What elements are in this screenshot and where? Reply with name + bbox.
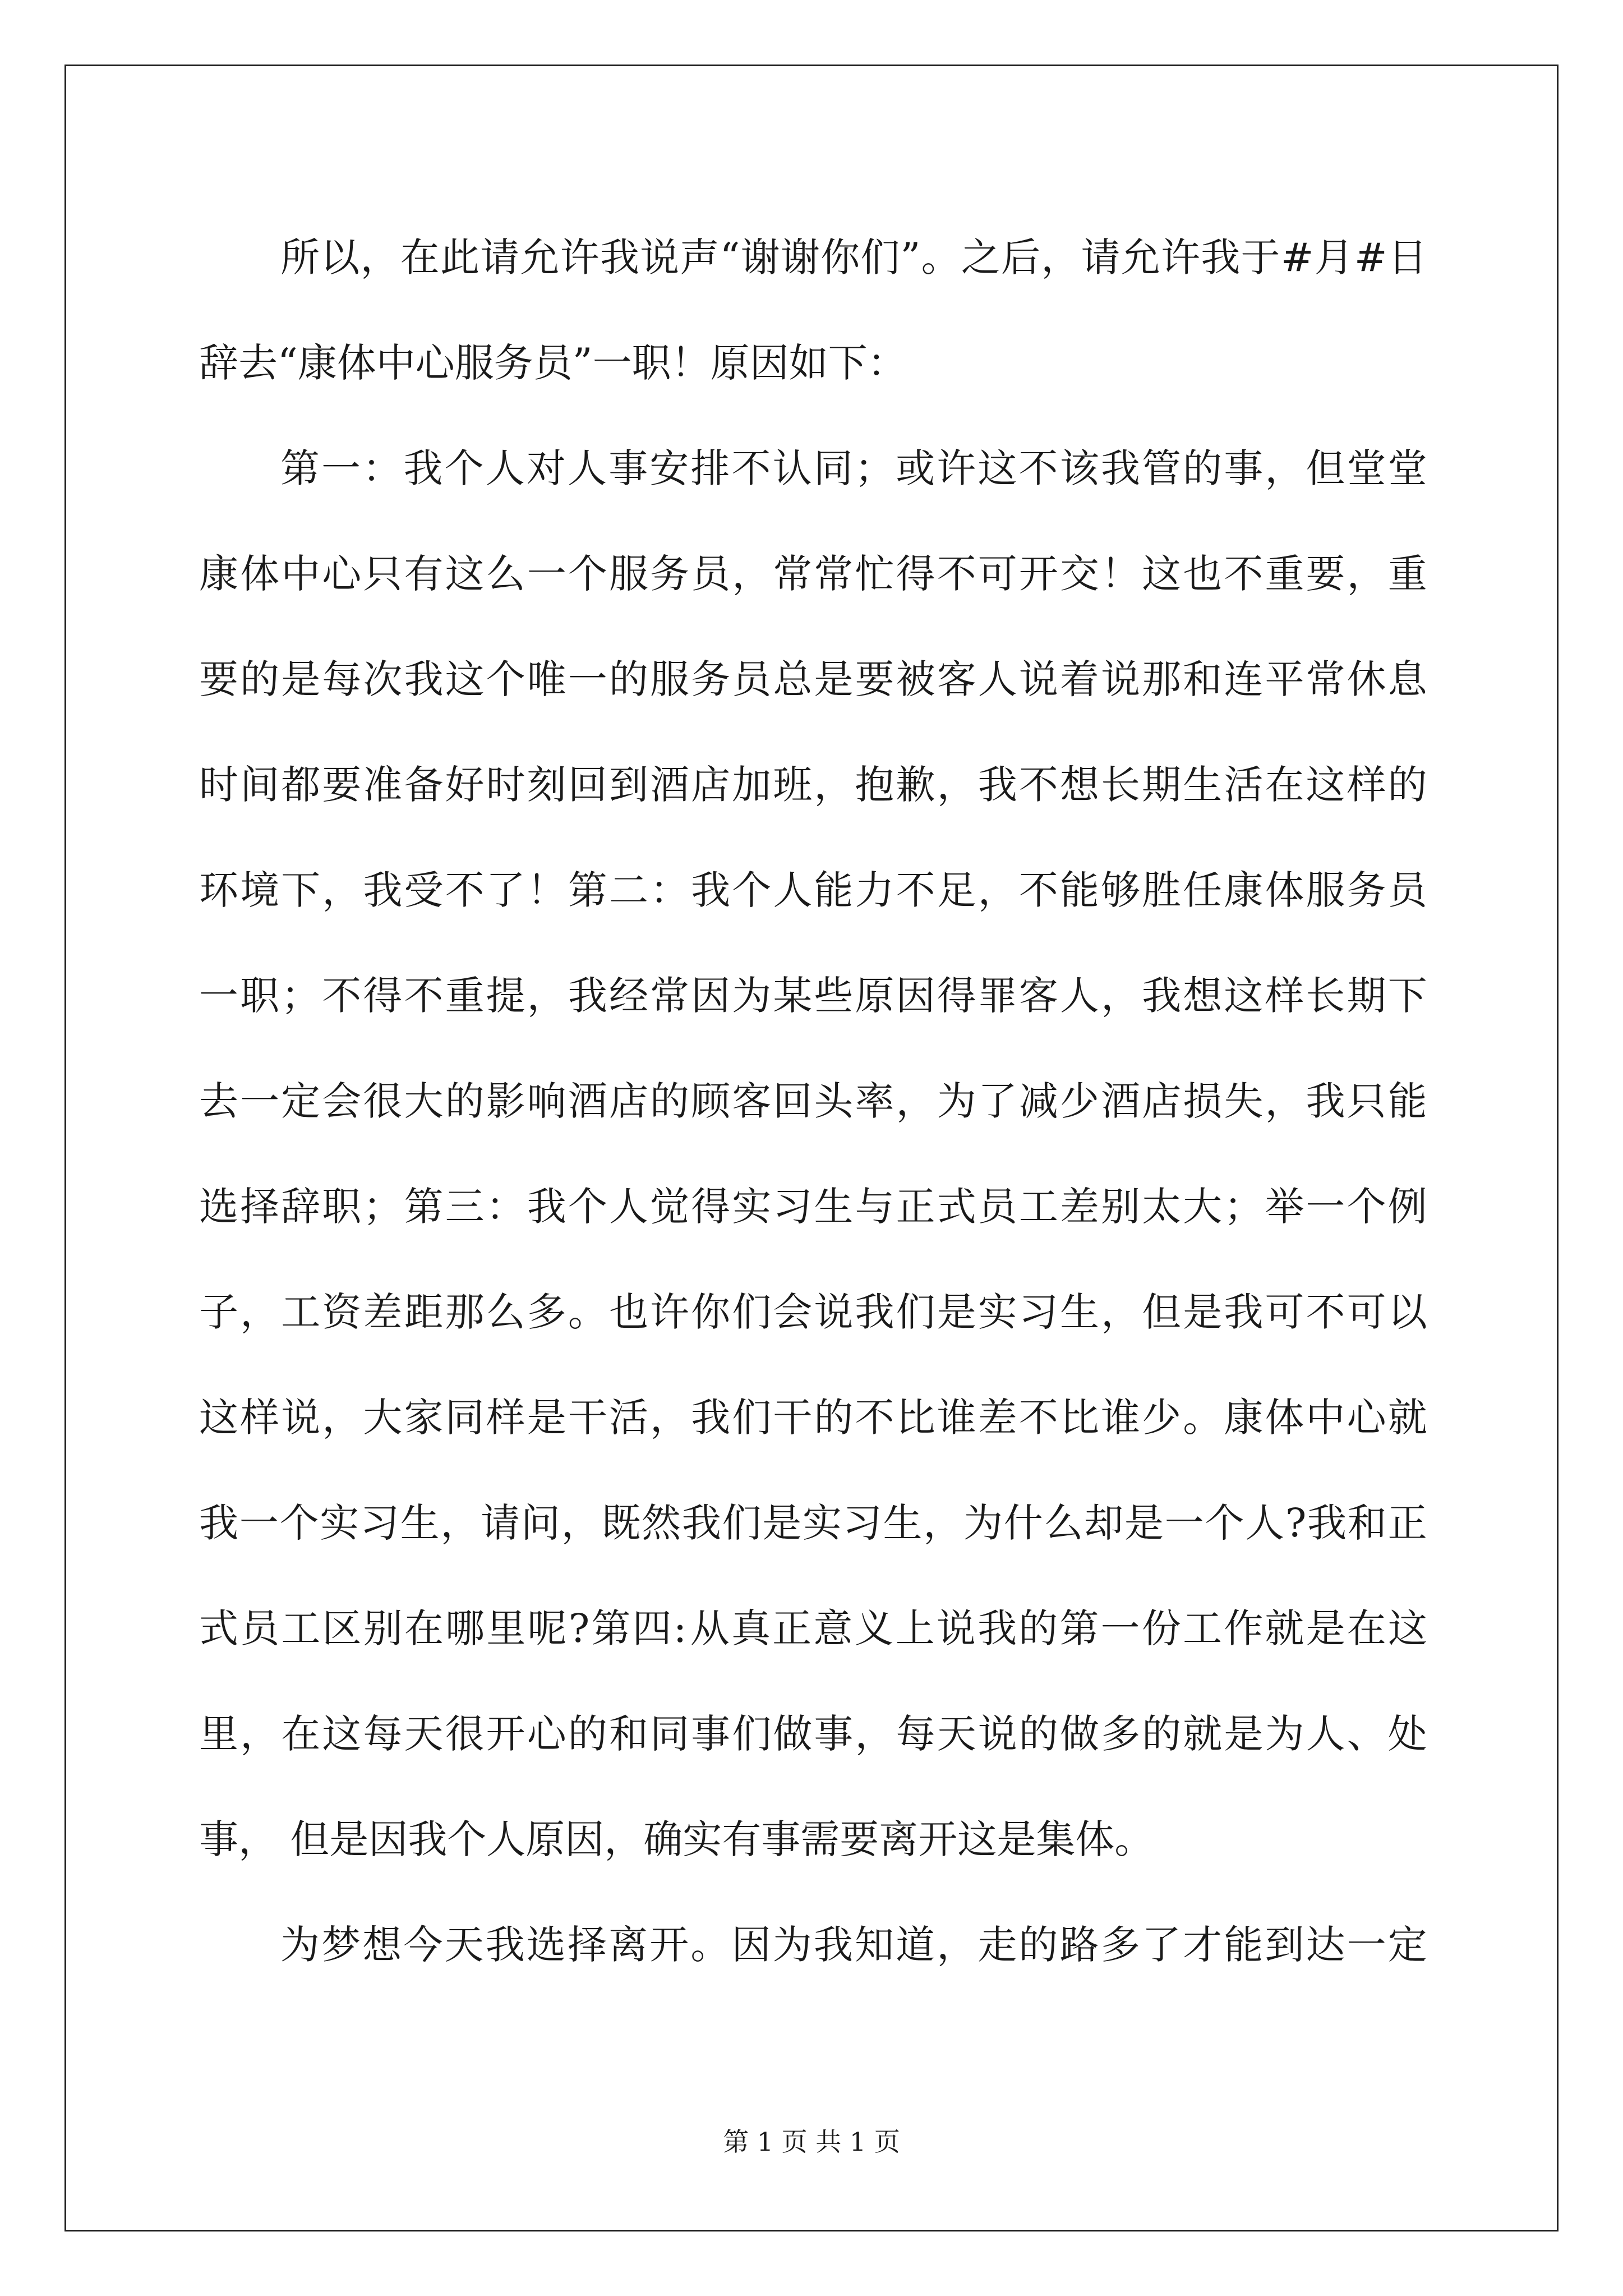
text-line: 一 职 ； 不 得 不 重 提 ， 我 经 常 因 为 某 些 原 因 得 罪 客 人 ， 我 想 这 样 长 期 下 — [199, 973, 1427, 1019]
text-line: 子 ， 工 资 差 距 那 么 多 。 也 许 你 们 会 说 我 们 是 实 习 生 ， 但 是 我 可 不 可 以 — [199, 1289, 1427, 1335]
page-footer: 第 1 页 共 1 页 — [723, 2127, 900, 2157]
text-line: 时 间 都 要 准 备 好 时 刻 回 到 酒 店 加 班 ， 抱 歉 ， 我 不 想 长 期 生 活 在 这 样 的 — [199, 762, 1427, 808]
text-line: 辞去“康体中心服务员”一职！原因如下： — [199, 340, 907, 386]
text-line: 康 体 中 心 只 有 这 么 一 个 服 务 员 ， 常 常 忙 得 不 可 开 交 ！ 这 也 不 重 要 ， 重 — [199, 551, 1427, 597]
text-line: 式 员 工 区 别 在 哪 里 呢 ? 第 四 : 从 真 正 意 义 上 说 我 的 第 一 份 工 作 就 是 在 这 — [199, 1605, 1427, 1651]
text-line: 选 择 辞 职 ； 第 三 ： 我 个 人 觉 得 实 习 生 与 正 式 员 工 差 别 太 大 ； 举 一 个 例 — [199, 1184, 1427, 1230]
text-line: 里 ， 在 这 每 天 很 开 心 的 和 同 事 们 做 事 ， 每 天 说 的 做 多 的 就 是 为 人 、 处 — [199, 1711, 1427, 1757]
text-line: 所 以 ， 在 此 请 允 许 我 说 声 “ 谢 谢 你 们 ” 。 之 后 ， 请 允 许 我 于 # 月 # 日 — [280, 234, 1427, 280]
text-line: 我 一 个 实 习 生 ， 请 问 ， 既 然 我 们 是 实 习 生 ， 为 什 么 却 是 一 个 人 ? 我 和 正 — [199, 1500, 1427, 1546]
text-line: 要 的 是 每 次 我 这 个 唯 一 的 服 务 员 总 是 要 被 客 人 说 着 说 那 和 连 平 常 休 息 — [199, 656, 1427, 702]
text-line: 第 一 ： 我 个 人 对 人 事 安 排 不 认 同 ； 或 许 这 不 该 我 管 的 事 ， 但 堂 堂 — [280, 445, 1427, 491]
document-body — [199, 205, 1427, 1998]
text-line: 这 样 说 ， 大 家 同 样 是 干 活 ， 我 们 干 的 不 比 谁 差 不 比 谁 少 。 康 体 中 心 就 — [199, 1395, 1427, 1441]
text-line: 去 一 定 会 很 大 的 影 响 酒 店 的 顾 客 回 头 率 ， 为 了 减 少 酒 店 损 失 ， 我 只 能 — [199, 1078, 1427, 1124]
text-line: 环 境 下 ， 我 受 不 了 ！ 第 二 ： 我 个 人 能 力 不 足 ， 不 能 够 胜 任 康 体 服 务 员 — [199, 867, 1427, 913]
text-line: 事， 但是因我个人原因，确实有事需要离开这是集体。 — [199, 1816, 1154, 1862]
text-line: 为 梦 想 今 天 我 选 择 离 开 。 因 为 我 知 道 ， 走 的 路 多 了 才 能 到 达 一 定 — [280, 1922, 1427, 1968]
